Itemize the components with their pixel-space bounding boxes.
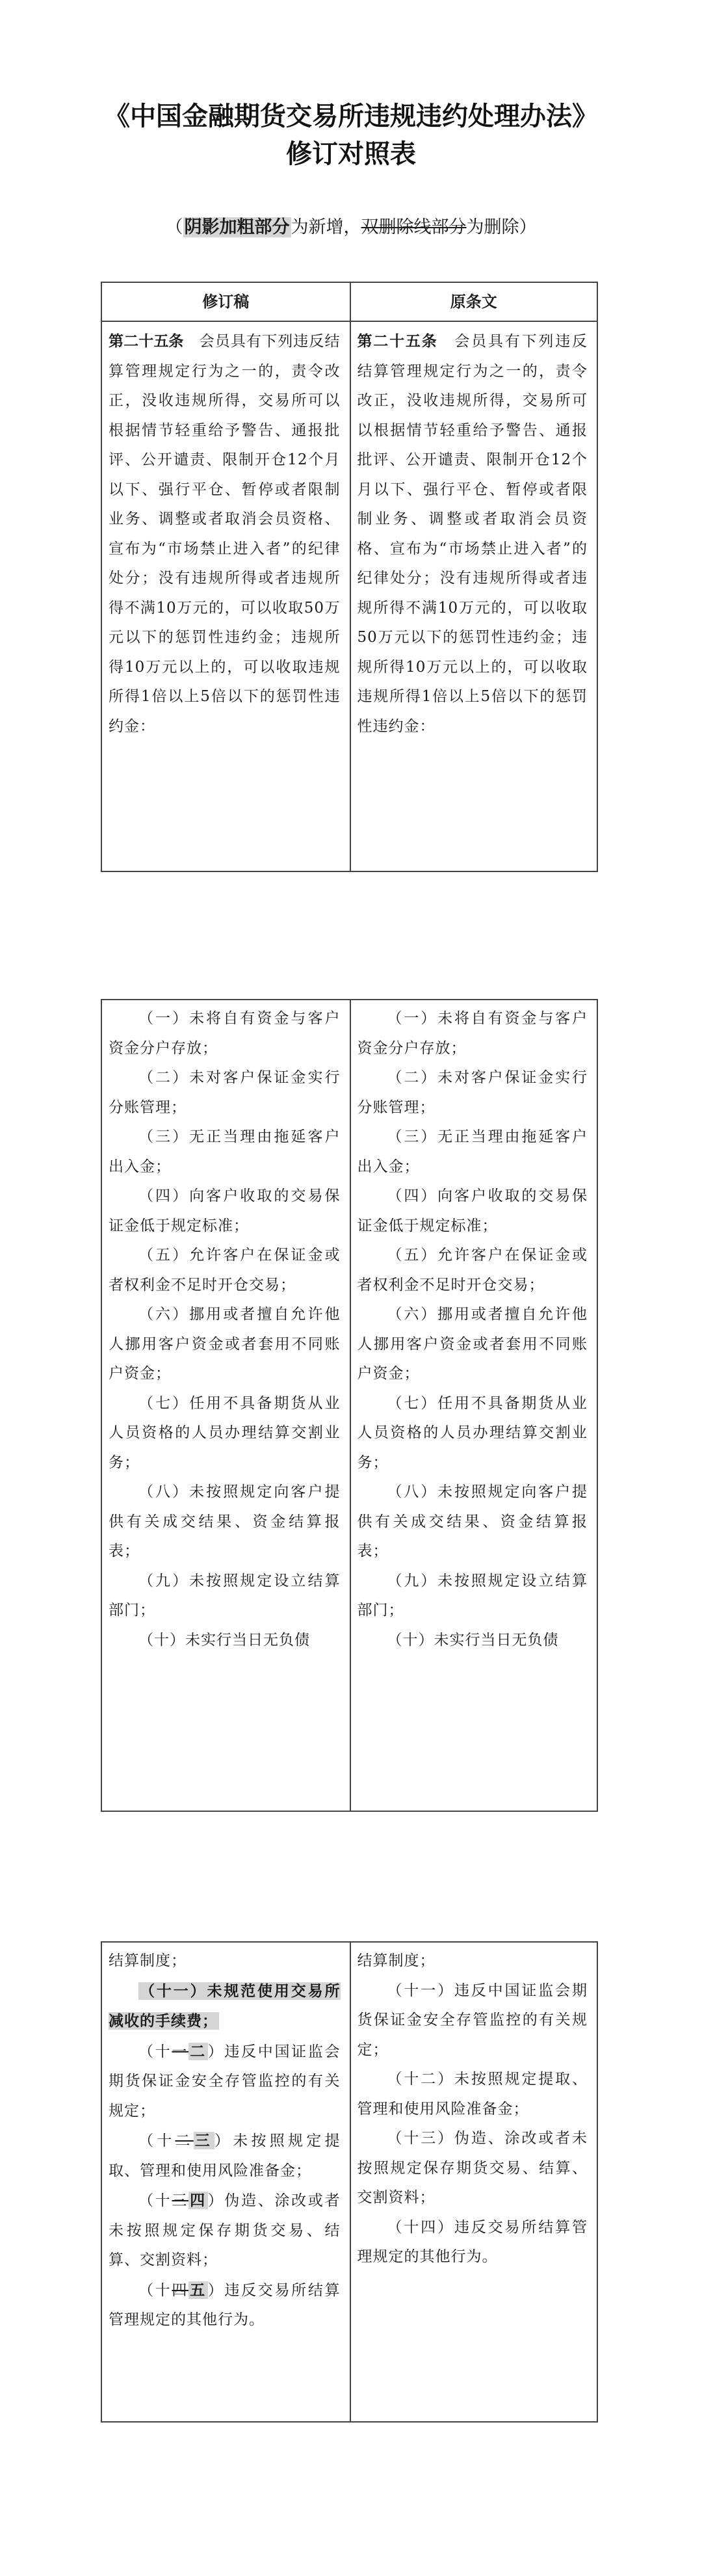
revised-article-body: 会员具有下列违反结算管理规定行为之一的，责令改正，没收违规所得，交易所可以根据情节轻重给予警告、通报批评、公开谴责、限制开仓12个月以下、强行平仓、暂停或者限制业务、调整或者取消会员资格、宣布为“市场禁止进入者”的纪律处分；没有违规所得或者违规所得不满10万元的，可以收取50万元以下的惩罚性违约金；违规所得10万元以上的，可以收取违规所得1倍以上5倍以下的惩罚性违约金： (109, 333, 341, 735)
deleted-text: 二 (175, 2132, 194, 2149)
original-item: （二）未对客户保证金实行分账管理； (357, 1069, 588, 1116)
original-article-body: 会员具有下列违反结算管理规定行为之一的，责令改正，没收违规所得，交易所可以根据情节轻重给予警告、通报批评、公开谴责、限制开仓12个月以下、强行平仓、暂停或者限制业务、调整或者取消会员资格、宣布为“市场禁止进入者”的纪律处分；没有违规所得或者违规所得不满10万元的，可以收取50万元以下的惩罚性违约金；违规所得10万元以上的，可以收取违规所得1倍以上5倍以下的惩罚性违约金： (357, 333, 588, 735)
deleted-text: 一 (172, 2043, 189, 2060)
revised-item: （七）任用不具备期货从业人员资格的人员办理结算交割业务； (109, 1394, 341, 1471)
header-revised: 修订稿 (202, 293, 250, 311)
item-text: ）违反交易所结算管理规定的其他行为。 (109, 2281, 341, 2328)
original-item: （一）未将自有资金与客户资金分户存放； (357, 1010, 588, 1057)
added-text: （十一）未规范使用交易所减收的手续费； (109, 1982, 341, 2030)
legend-open: （ (165, 217, 183, 237)
revised-item-13 (109, 2126, 341, 2186)
added-text: 三 (194, 2132, 213, 2149)
original-item-12: （十二）未按照规定提取、管理和使用风险准备金； (357, 2071, 588, 2118)
markup-legend (0, 215, 702, 241)
item-text: ）伪造、涂改或者未按照规定保存期货交易、结算、交割资料； (109, 2192, 341, 2268)
revised-item-14 (109, 2186, 341, 2276)
revised-item: （二）未对客户保证金实行分账管理； (109, 1069, 341, 1116)
deleted-text: 四 (172, 2281, 189, 2299)
table-header-row (102, 283, 597, 322)
original-item: （四）向客户收取的交易保证金低于规定标准； (357, 1188, 588, 1234)
comparison-table-page-3 (101, 1941, 598, 2423)
revised-cell-article-25 (102, 322, 350, 871)
original-item: （八）未按照规定向客户提供有关成交结果、资金结算报表； (357, 1483, 588, 1560)
original-article-number: 第二十五条 (357, 333, 438, 350)
item-text: ）违反中国证监会期货保证金安全存管监控的有关规定； (109, 2043, 341, 2119)
original-item: （六）挪用或者擅自允许他人挪用客户资金或者套用不同账户资金； (357, 1306, 588, 1382)
revised-item: （八）未按照规定向客户提供有关成交结果、资金结算报表； (109, 1483, 341, 1560)
legend-deleted-sample: 双删除线部分 (361, 217, 467, 237)
revised-item-15 (109, 2276, 341, 2335)
added-text: 二 (190, 2042, 207, 2060)
document-title (0, 98, 702, 173)
comparison-table-page-1 (101, 282, 598, 872)
original-item: （三）无正当理由拖延客户出入金； (357, 1128, 588, 1175)
revised-article-number: 第二十五条 (109, 333, 184, 350)
item-prefix: （十 (138, 2043, 172, 2060)
header-original: 原条文 (350, 283, 597, 321)
original-item: （十）未实行当日无负债 (387, 1631, 559, 1649)
original-cell-items-11-14 (350, 1943, 597, 2421)
original-item-14: （十四）违反交易所结算管理规定的其他行为。 (357, 2218, 588, 2265)
item-prefix: （十 (138, 2281, 172, 2299)
revised-item: （九）未按照规定设立结算部门； (109, 1572, 341, 1619)
revised-new-item-11 (109, 1976, 341, 2037)
original-item-11: （十一）违反中国证监会期货保证金安全存管监控的有关规定； (357, 1982, 588, 2058)
title-line-2: 修订对照表 (286, 139, 416, 169)
item-prefix: （十 (138, 2132, 176, 2149)
legend-added-sample: 阴影加粗部分 (184, 217, 290, 237)
item-text: ）未按照规定提取、管理和使用风险准备金； (109, 2132, 341, 2179)
original-item: （五）允许客户在保证金或者权利金不足时开仓交易； (357, 1247, 588, 1294)
title-line-1: 《中国金融期货交易所违规违约处理办法》 (104, 101, 598, 131)
added-text: 四 (190, 2192, 207, 2209)
revised-cell-items-1-10 (102, 1000, 350, 1811)
original-item-13: （十三）伪造、涂改或者未按照规定保存期货交易、结算、交割资料； (357, 2130, 588, 2206)
legend-close: ） (519, 217, 537, 237)
legend-deleted-text: 为删除 (466, 217, 519, 237)
revised-item: （四）向客户收取的交易保证金低于规定标准； (109, 1188, 341, 1234)
original-item: （七）任用不具备期货从业人员资格的人员办理结算交割业务； (357, 1394, 588, 1471)
revised-item: （六）挪用或者擅自允许他人挪用客户资金或者套用不同账户资金； (109, 1306, 341, 1382)
revised-continuation: 结算制度； (109, 1952, 187, 1969)
original-cell-article-25 (350, 322, 597, 871)
added-text: 五 (190, 2281, 207, 2299)
revised-cell-items-11-15 (102, 1943, 350, 2421)
original-continuation: 结算制度； (357, 1952, 436, 1969)
revised-item: （十）未实行当日无负债 (138, 1631, 310, 1649)
legend-added-text: 为新增， (291, 217, 361, 237)
item-prefix: （十 (138, 2192, 172, 2209)
revised-item-12 (109, 2037, 341, 2127)
original-cell-items-1-10 (350, 1000, 597, 1811)
revised-item: （三）无正当理由拖延客户出入金； (109, 1128, 341, 1175)
revised-item: （一）未将自有资金与客户资金分户存放； (109, 1010, 341, 1057)
comparison-table-page-2 (101, 999, 598, 1812)
revised-item: （五）允许客户在保证金或者权利金不足时开仓交易； (109, 1247, 341, 1294)
original-item: （九）未按照规定设立结算部门； (357, 1572, 588, 1619)
deleted-text: 三 (172, 2192, 189, 2209)
